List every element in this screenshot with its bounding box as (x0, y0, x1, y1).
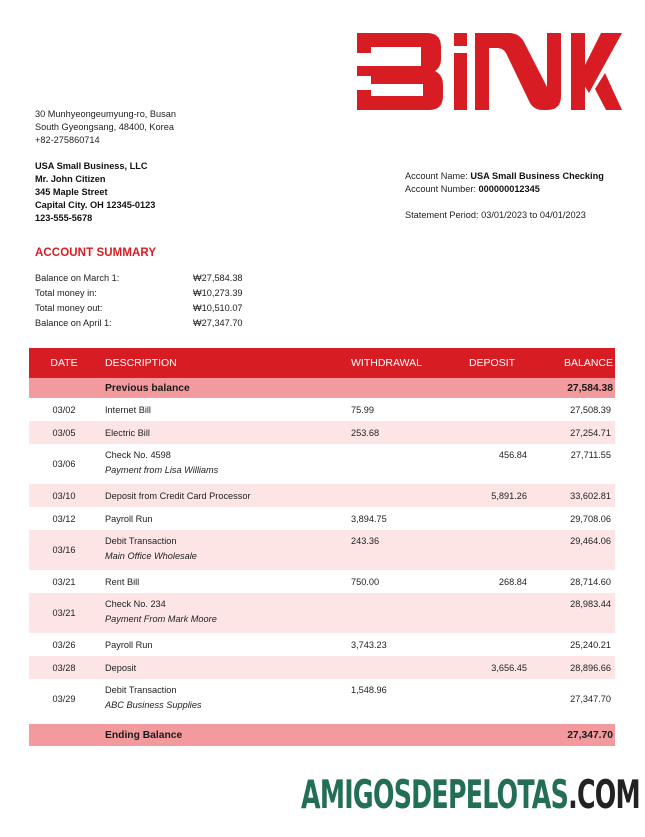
header-balance: BALANCE (563, 357, 613, 369)
row-description-note: ABC Business Supplies (105, 700, 202, 710)
row-date: 03/21 (52, 576, 76, 587)
row-deposit: 268.84 (498, 576, 527, 587)
bank-phone: +82-275860714 (35, 135, 100, 145)
row-date: 03/29 (52, 694, 76, 704)
row-withdrawal: 1,548.96 (351, 685, 387, 695)
row-description (99, 530, 345, 561)
table-header (29, 348, 615, 378)
table-row (29, 507, 615, 530)
statement-period-value: 03/01/2023 to 04/01/2023 (481, 210, 586, 220)
bank-address-line1: 30 Munhyeongeumyung-ro, Busan (35, 109, 176, 119)
row-description-note: Main Office Wholesale (105, 551, 197, 561)
transaction-table (29, 348, 615, 746)
table-row (29, 484, 615, 507)
row-date: 03/16 (52, 545, 76, 555)
row-withdrawal: 75.99 (351, 404, 374, 415)
header-description: DESCRIPTION (105, 357, 177, 369)
bank-logo (357, 33, 622, 110)
account-number-label: Account Number: (405, 184, 476, 194)
account-number-value: 000000012345 (478, 184, 540, 194)
row-balance: 25,240.21 (570, 639, 611, 650)
row-balance: 27,254.71 (570, 427, 611, 438)
row-deposit (447, 593, 531, 599)
row-deposit (447, 530, 531, 536)
statement-period (405, 209, 604, 222)
row-balance: 29,464.06 (570, 536, 611, 546)
summary-label: Balance on April 1: (35, 318, 112, 328)
row-withdrawal: 253.68 (351, 427, 380, 438)
row-deposit: 3,656.45 (491, 662, 527, 673)
summary-label: Total money in: (35, 288, 97, 298)
table-row (29, 633, 615, 656)
row-date: 03/12 (52, 513, 76, 524)
row-description: Deposit from Credit Card Processor (105, 490, 251, 501)
summary-label: Balance on March 1: (35, 273, 120, 283)
customer-street: 345 Maple Street (35, 187, 108, 197)
row-description-main: Check No. 234 (105, 599, 166, 609)
ending-balance-row (29, 724, 615, 746)
table-row (29, 421, 615, 444)
row-description-main: Check No. 4598 (105, 450, 171, 460)
summary-row (35, 316, 243, 331)
customer-company: USA Small Business, LLC (35, 161, 148, 171)
row-description-main: Debit Transaction (105, 685, 177, 695)
row-withdrawal (345, 444, 447, 450)
row-date: 03/06 (52, 459, 76, 469)
table-row (29, 593, 615, 633)
row-description: Payroll Run (105, 513, 153, 524)
bnk-logo-icon (357, 33, 622, 110)
account-name-value: USA Small Business Checking (470, 171, 604, 181)
table-row (29, 570, 615, 593)
row-balance: 33,602.81 (570, 490, 611, 501)
row-deposit (447, 679, 531, 685)
account-summary (35, 271, 243, 331)
summary-value: ₩27,584.38 (193, 273, 243, 283)
row-date: 03/02 (52, 404, 76, 415)
row-balance: 27,711.55 (570, 450, 611, 460)
table-row (29, 398, 615, 421)
row-description-main: Debit Transaction (105, 536, 177, 546)
row-balance: 27,508.39 (570, 404, 611, 415)
table-row (29, 444, 615, 484)
previous-balance-value: 27,584.38 (567, 382, 613, 394)
account-number (405, 183, 604, 196)
row-balance: 29,708.06 (570, 513, 611, 524)
summary-value: ₩10,273.39 (193, 288, 243, 298)
bank-address (35, 108, 176, 147)
row-withdrawal: 3,894.75 (351, 513, 387, 524)
previous-balance-row (29, 378, 615, 398)
ending-balance-value: 27,347.70 (567, 729, 613, 741)
row-description (99, 444, 345, 475)
account-name-label: Account Name: (405, 171, 468, 181)
row-description (99, 593, 345, 624)
customer-address (35, 160, 155, 225)
account-info (405, 170, 604, 222)
summary-label: Total money out: (35, 303, 103, 313)
row-description: Payroll Run (105, 639, 153, 650)
summary-value: ₩27,347.70 (193, 318, 243, 328)
row-date: 03/28 (52, 662, 76, 673)
table-row (29, 530, 615, 570)
customer-city: Capital City. OH 12345-0123 (35, 200, 156, 210)
row-description-note: Payment from Lisa Williams (105, 465, 219, 475)
row-withdrawal: 750.00 (351, 576, 380, 587)
row-withdrawal (345, 593, 447, 599)
table-row (29, 656, 615, 679)
row-withdrawal: 3,743.23 (351, 639, 387, 650)
watermark-tld: .COM (568, 773, 640, 818)
header-date: DATE (50, 357, 78, 369)
row-description: Internet Bill (105, 404, 151, 415)
summary-row (35, 286, 243, 301)
watermark-main: AMIGOSDEPELOTAS (301, 773, 569, 818)
summary-row (35, 301, 243, 316)
row-balance: 28,896.66 (570, 662, 611, 673)
row-balance: 28,983.44 (570, 599, 611, 609)
row-date: 03/10 (52, 490, 76, 501)
row-balance: 27,347.70 (570, 694, 611, 704)
ending-balance-label: Ending Balance (105, 729, 183, 741)
account-summary-title: ACCOUNT SUMMARY (35, 247, 157, 259)
row-description: Rent Bill (105, 576, 140, 587)
customer-name: Mr. John Citizen (35, 174, 106, 184)
row-description-note: Payment From Mark Moore (105, 614, 217, 624)
row-description: Deposit (105, 662, 137, 673)
summary-value: ₩10,510.07 (193, 303, 243, 313)
header-withdrawal: WITHDRAWAL (351, 357, 422, 369)
row-deposit: 5,891.26 (491, 490, 527, 501)
row-balance: 28,714.60 (570, 576, 611, 587)
row-date: 03/26 (52, 639, 76, 650)
row-deposit: 456.84 (498, 450, 527, 460)
header-deposit: DEPOSIT (468, 357, 516, 369)
summary-row (35, 271, 243, 286)
row-withdrawal: 243.36 (351, 536, 380, 546)
row-description: Electric Bill (105, 427, 150, 438)
previous-balance-label: Previous balance (105, 382, 190, 394)
watermark (301, 774, 640, 818)
customer-phone: 123-555-5678 (35, 213, 93, 223)
bank-address-line2: South Gyeongsang, 48400, Korea (35, 122, 174, 132)
row-date: 03/21 (52, 608, 76, 618)
table-row (29, 679, 615, 719)
row-description (99, 679, 345, 710)
row-date: 03/05 (52, 427, 76, 438)
statement-period-label: Statement Period: (405, 210, 479, 220)
account-name (405, 170, 604, 183)
